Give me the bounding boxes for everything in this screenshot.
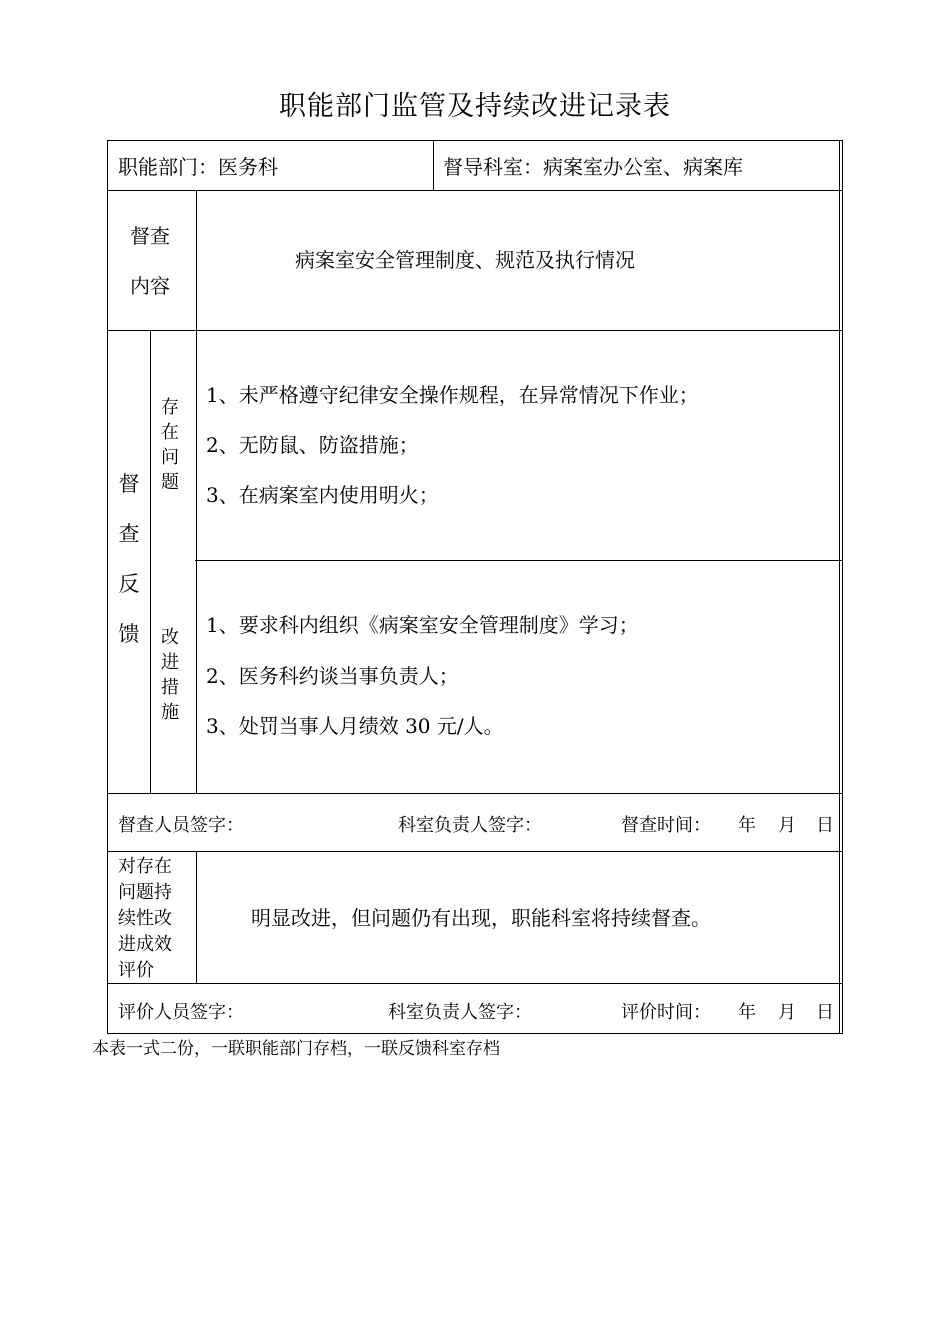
col-divider <box>196 851 197 983</box>
row-divider <box>108 330 842 331</box>
measure-item: 2、医务科约谈当事负责人； <box>206 664 459 688</box>
inspection-label: 内容 <box>130 274 170 298</box>
row-divider <box>195 560 842 561</box>
problem-item: 1、未严格遵守纪律安全操作规程，在异常情况下作业； <box>206 383 699 407</box>
year-label: 年 <box>738 815 756 836</box>
evaluation-content: 明显改进，但问题仍有出现，职能科室将持续督查。 <box>251 906 711 930</box>
evaluator-signature-label: 评价人员签字： <box>118 1002 244 1023</box>
row-divider <box>108 983 842 984</box>
evaluation-time-label: 评价时间： <box>621 1002 711 1023</box>
row-divider <box>108 190 842 191</box>
measures-label: 改进措施 <box>161 627 179 723</box>
col-divider <box>433 141 434 190</box>
problem-item: 3、在病案室内使用明火； <box>206 483 439 507</box>
month-label: 月 <box>778 815 796 836</box>
col-divider <box>150 330 151 793</box>
inspection-content: 病案室安全管理制度、规范及执行情况 <box>295 248 635 272</box>
inspector-signature-label: 督查人员签字： <box>118 815 244 836</box>
inspection-time-label: 督查时间： <box>621 815 711 836</box>
department-label: 职能部门：医务科 <box>118 155 278 179</box>
measure-item: 1、要求科内组织《病案室安全管理制度》学习； <box>206 613 639 637</box>
day-label: 日 <box>816 815 834 836</box>
dept-head-signature-label: 科室负责人签字： <box>388 1002 532 1023</box>
evaluation-label: 对存在问题持续性改进成效评价 <box>118 856 172 981</box>
day-label: 日 <box>816 1002 834 1023</box>
feedback-label: 督查反馈 <box>118 472 140 646</box>
record-form <box>107 140 843 1034</box>
row-divider <box>108 851 842 852</box>
measure-item: 3、处罚当事人月绩效 30 元/人。 <box>206 714 504 738</box>
problems-label: 存在问题 <box>161 397 179 493</box>
supervised-dept-label: 督导科室：病案室办公室、病案库 <box>443 155 743 179</box>
row-divider <box>108 793 842 794</box>
month-label: 月 <box>778 1002 796 1023</box>
footnote: 本表一式二份，一联职能部门存档，一联反馈科室存档 <box>92 1039 500 1059</box>
problem-item: 2、无防鼠、防盗措施； <box>206 433 419 457</box>
year-label: 年 <box>738 1002 756 1023</box>
dept-head-signature-label: 科室负责人签字： <box>398 815 542 836</box>
inspection-label: 督查 <box>130 224 170 248</box>
form-title: 职能部门监管及持续改进记录表 <box>279 91 671 122</box>
col-divider <box>196 190 197 793</box>
